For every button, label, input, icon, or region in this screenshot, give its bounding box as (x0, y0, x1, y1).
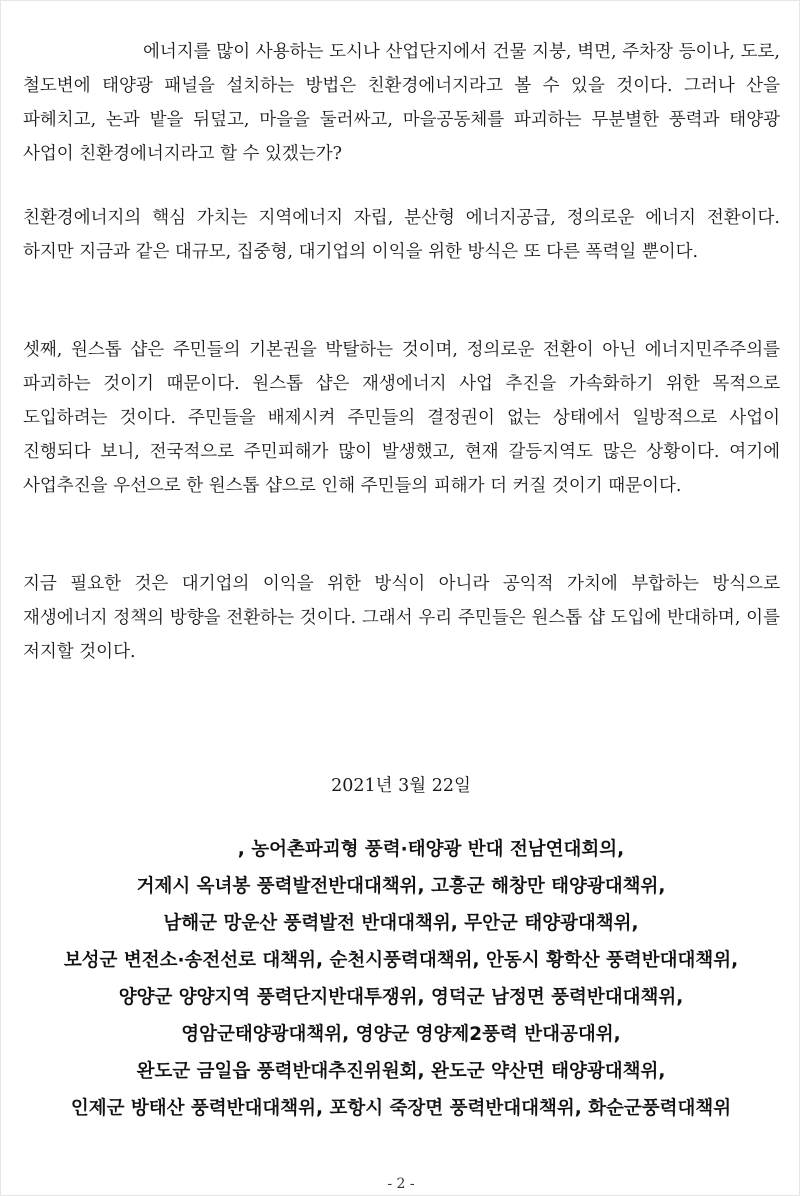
paragraph-eco-energy-definition: 에너지를 많이 사용하는 도시나 산업단지에서 건물 지붕, 벽면, 주차장 등이나, 도로, 철도변에 태양광 패널을 설치하는 방법은 친환경에너지라고 볼 수 있을 것이다. 그러나 산을 파헤치고, 논과 밭을 뒤덮고, 마을을 둘러싸고, 마을공동체를 파괴하는 무분별한 풍력과 태양광 사업이 친환경에너지라고 할 수 있겠는가? (23, 42, 780, 164)
signatory-line: 보성군 변전소·송전선로 대책위, 순천시풍력대책위, 안동시 황학산 풍력반대대책위, (63, 950, 739, 971)
paragraph-conclusion: 지금 필요한 것은 대기업의 이익을 위한 방식이 아니라 공익적 가치에 부합하는 방식으로 재생에너지 정책의 방향을 전환하는 것이다. 그래서 우리 주민들은 원스톱 샵 도입에 반대하며, 이를 저지할 것이다. (23, 574, 780, 662)
paragraph-third-reason: 셋째, 원스톱 샵은 주민들의 기본권을 박탈하는 것이며, 정의로운 전환이 아닌 에너지민주주의를 파괴하는 것이기 때문이다. 원스톱 샵은 재생에너지 사업 추진을 가속화하기 위한 목적으로 도입하려는 것이다. 주민들을 배제시켜 주민들의 결정권이 없는 상태에서 일방적으로 사업이 진행되다 보니, 전국적으로 주민피해가 많이 발생했고, 현재 갈등지역도 많은 상황이다. 여기에 사업추진을 우선으로 한 원스톱 샵으로 인해 주민들의 피해가 더 커질 것이기 때문이다. (23, 340, 780, 496)
paragraph-core-values: 친환경에너지의 핵심 가치는 지역에너지 자립, 분산형 에너지공급, 정의로운 에너지 전환이다. 하지만 지금과 같은 대규모, 집중형, 대기업의 이익을 위한 방식은 또 다른 폭력일 뿐이다. (23, 208, 780, 262)
signatory-line: 거제시 옥녀봉 풍력발전반대대책위, 고흥군 해창만 태양광대책위, (136, 876, 666, 897)
signatory-line: 남해군 망운산 풍력발전 반대대책위, 무안군 태양광대책위, (163, 913, 639, 934)
signatory-line: 완도군 금일읍 풍력반대추진위원회, 완도군 약산면 태양광대책위, (136, 1061, 666, 1082)
signatory-line: , 농어촌파괴형 풍력·태양광 반대 전남연대회의, (237, 839, 625, 860)
page-number: - 2 - (387, 1176, 415, 1192)
signatory-list (1, 831, 800, 1127)
signatory-line: 양양군 양양지역 풍력단지반대투쟁위, 영덕군 남정면 풍력반대대책위, (118, 987, 684, 1008)
signatory-line: 인제군 방태산 풍력반대대책위, 포항시 죽장면 풍력반대대책위, 화순군풍력대책위 (70, 1098, 732, 1119)
document-date: 2021년 3월 22일 (331, 776, 471, 796)
signatory-line: 영암군태양광대책위, 영양군 영양제2풍력 반대공대위, (181, 1024, 621, 1045)
